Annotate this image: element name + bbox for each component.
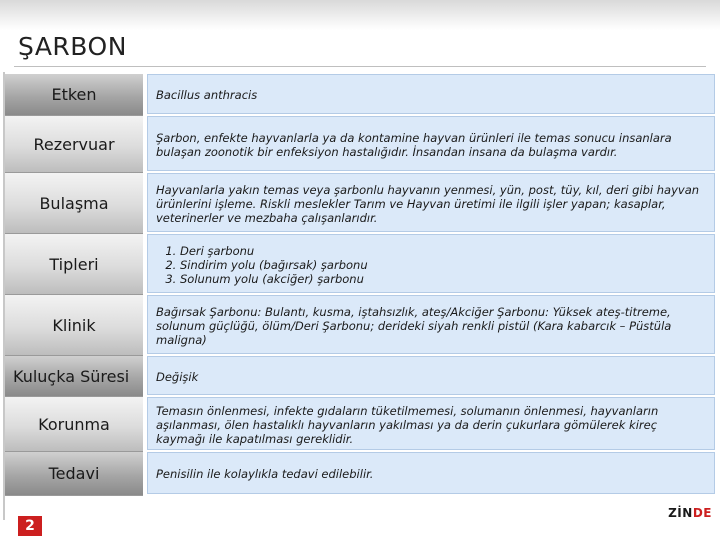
list-item: 3. Solunum yolu (akciğer) şarbonu [180,272,706,286]
table-row-tedavi [0,452,720,496]
row-label: Korunma [5,397,143,452]
table-row-klinik [0,295,720,356]
row-label: Rezervuar [5,116,143,173]
list-item: 1. Deri şarbonu [180,244,706,258]
row-content [147,452,715,494]
row-content [147,74,715,114]
row-content [147,397,715,450]
table-row-korunma [0,397,720,452]
row-text: Şarbon, enfekte hayvanlarla ya da kontamine hayvan ürünleri ile temas sonucu insanlara bulaşan zoonotik bir enfeksiyon hastalığıdır. İnsandan insana da bulaşma vardır. [156,130,672,159]
table-row-rezervuar [0,116,720,173]
table-row-bulasma [0,173,720,234]
row-label: Kuluçka Süresi [5,356,143,397]
brand-logo [668,506,712,520]
row-label: Tipleri [5,234,143,295]
row-text: Bacillus anthracis [156,88,258,102]
types-list [156,244,706,286]
logo-text-part1: ZİN [668,506,693,520]
row-label: Bulaşma [5,173,143,234]
table-row-kulucka [0,356,720,397]
row-content [147,356,715,395]
row-content [147,116,715,171]
row-label: Klinik [5,295,143,356]
row-label: Tedavi [5,452,143,496]
row-text: Hayvanlarla yakın temas veya şarbonlu hayvanın yenmesi, yün, post, tüy, kıl, deri gibi hayvan ürünlerini işleme. Riskli meslekler Tarım ve Hayvan üretimi ile ilgili işler yapan; kasaplar, veterinerler ve mezbaha çalışanlarıdır. [156,182,700,225]
row-content [147,234,715,293]
row-content [147,295,715,354]
row-content [147,173,715,232]
slide-title: ŞARBON [18,32,127,61]
list-item: 2. Sindirim yolu (bağırsak) şarbonu [180,258,706,272]
row-label: Etken [5,74,143,116]
row-text: Değişik [156,369,199,384]
header-band [0,0,720,30]
table-row-etken [0,74,720,116]
row-text: Bağırsak Şarbonu: Bulantı, kusma, iştahsızlık, ateş/Akciğer Şarbonu: Yüksek ateş-titreme, solunum güçlüğü, ölüm/Deri Şarbonu; derideki siyah renkli pistül (Kara kabarcık – Püstüla maligna) [156,304,672,347]
table-row-tipleri [0,234,720,295]
title-divider [14,66,706,67]
row-text: Temasın önlenmesi, infekte gıdaların tüketilmemesi, solumanın önlenmesi, hayvanların aşılanması, ölen hastalıklı hayvanların yakılması ya da derin çukurlara gömülerek kireç kaymağı ile kapatılması gereklidir. [156,403,659,446]
page-number-badge: 2 [18,516,42,536]
row-text: Penisilin ile kolaylıkla tedavi edilebilir. [156,467,374,481]
logo-text-part2: DE [692,506,712,520]
